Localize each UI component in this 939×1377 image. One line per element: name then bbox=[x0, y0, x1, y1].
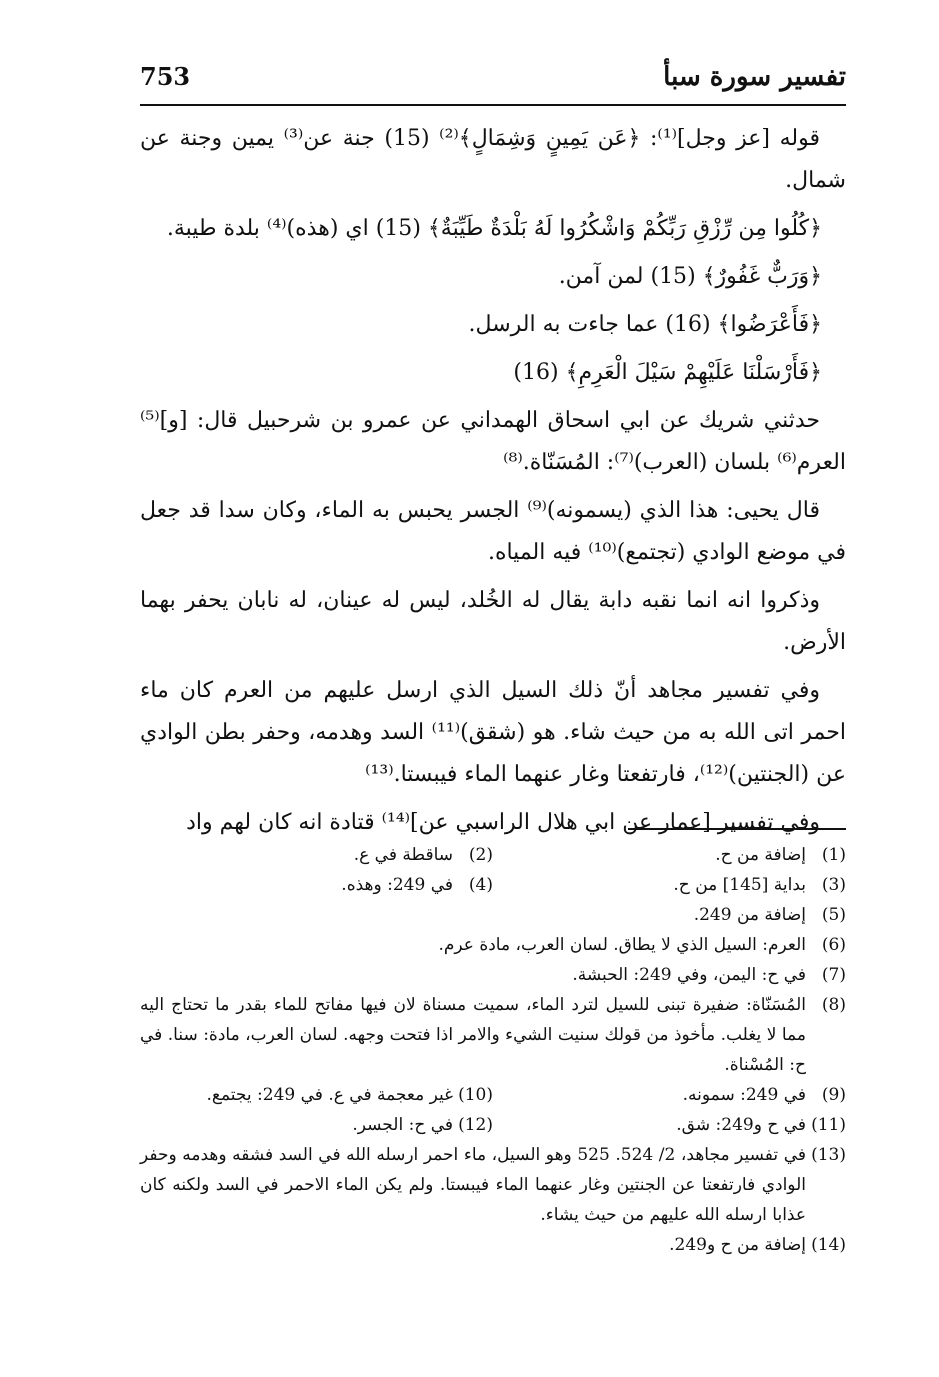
footnote-number: (10) bbox=[458, 1085, 493, 1105]
footnote-row bbox=[140, 1110, 846, 1140]
footnote bbox=[140, 930, 846, 960]
main-text bbox=[140, 118, 846, 850]
footnotes bbox=[140, 840, 846, 1260]
paragraph: وذكروا انه انما نقبه دابة يقال له الخُلد، ليس له عينان، له نابان يحفر بهما الأرض. bbox=[140, 588, 846, 655]
footnote-text: إضافة من ح و249. bbox=[669, 1235, 806, 1255]
footnote bbox=[140, 870, 493, 900]
paragraph: قال يحيى: هذا الذي (يسمونه)⁽⁹⁾ الجسر يحبس به الماء، وكان سدا قد جعل في موضع الوادي (تجتمع)⁽¹⁰⁾ فيه المياه. bbox=[140, 498, 846, 565]
footnote-text: المُسَنّاة: ضفيرة تبنى للسيل لترد الماء، سميت مسناة لان فيها مفاتح للماء بقدر ما تحتاج اليه مما لا يغلب. مأخوذ من قولك سنيت الشيء والامر اذا فتحت وجهه. لسان العرب، مادة: سنا. في ح: المُسْناة. bbox=[140, 995, 806, 1075]
footnote bbox=[140, 990, 846, 1080]
footnote-row bbox=[140, 840, 846, 870]
verse-line: ﴿كُلُوا مِن رِّزْقِ رَبِّكُمْ وَاشْكُرُوا لَهُ بَلْدَةٌ طَيِّبَةٌ﴾ (15) اي (هذه)⁽⁴⁾ بلدة طيبة. bbox=[166, 216, 822, 241]
verse-line: ﴿فَأَرْسَلْنَا عَلَيْهِمْ سَيْلَ الْعَرِمِ﴾ (16) bbox=[513, 360, 822, 385]
footnote bbox=[140, 1110, 493, 1140]
footnote-number: (9) bbox=[821, 1085, 846, 1105]
footnote-text: إضافة من ح. bbox=[715, 845, 806, 865]
running-title: تفسير سورة سبأ bbox=[663, 62, 846, 92]
paragraph: وفي تفسير مجاهد أنّ ذلك السيل الذي ارسل عليهم من العرم كان ماء احمر اتى الله به من حيث شاء. هو (شقق)⁽¹¹⁾ السد وهدمه، وحفر بطن الوادي عن (الجنتين)⁽¹²⁾، فارتفعتا وغار عنهما الماء فيبستا.⁽¹³⁾ bbox=[140, 678, 846, 787]
footnote-number: (4) bbox=[468, 875, 493, 895]
footnote-row bbox=[140, 870, 846, 900]
verse-line: ﴿فَأَعْرَضُوا﴾ (16) عما جاءت به الرسل. bbox=[468, 312, 822, 337]
paragraph: وفي تفسير [عمار عن ابي هلال الراسبي عن]⁽¹⁴⁾ قتادة انه كان لهم واد bbox=[186, 810, 820, 835]
footnote-text: في 249: وهذه. bbox=[341, 875, 453, 895]
page-header bbox=[140, 60, 846, 106]
footnote-row bbox=[140, 1080, 846, 1110]
footnote-text: بداية [145] من ح. bbox=[673, 875, 806, 895]
footnote-text: في ح: الجسر. bbox=[352, 1115, 453, 1135]
footnote-text: في تفسير مجاهد، 2/ 524. 525 وهو السيل، ماء احمر ارسله الله في السد فشقه وهدمه وحفر الوادي فارتفعتا عن الجنتين وغار عنهما الماء فيبستا. ولم يكن الماء الاحمر في السد ولكنه كان عذابا ارسله الله عليهم من حيث يشاء. bbox=[140, 1145, 806, 1225]
paragraph: حدثني شريك عن ابي اسحاق الهمداني عن عمرو بن شرحبيل قال: [و]⁽⁵⁾ العرم⁽⁶⁾ بلسان (العرب)⁽⁷⁾: المُسَنّاة.⁽⁸⁾ bbox=[140, 408, 846, 475]
footnote bbox=[140, 1230, 846, 1260]
footnote-number: (11) bbox=[811, 1115, 846, 1135]
footnote bbox=[140, 1140, 846, 1230]
footnote bbox=[493, 840, 846, 870]
page-number: 753 bbox=[140, 62, 191, 91]
verse-line: ﴿وَرَبٌّ غَفُورٌ﴾ (15) لمن آمن. bbox=[558, 264, 822, 289]
footnote-text: العرم: السيل الذي لا يطاق. لسان العرب، مادة عرم. bbox=[438, 935, 806, 955]
footnote bbox=[140, 1080, 493, 1110]
footnote-text: ساقطة في ع. bbox=[353, 845, 453, 865]
footnote-number: (2) bbox=[468, 845, 493, 865]
footnote-number: (5) bbox=[821, 905, 846, 925]
footnote-text: في ح و249: شق. bbox=[676, 1115, 806, 1135]
footnote bbox=[493, 870, 846, 900]
footnote bbox=[140, 840, 493, 870]
footnote-number: (7) bbox=[821, 965, 846, 985]
footnote bbox=[493, 1080, 846, 1110]
footnote-number: (14) bbox=[811, 1235, 846, 1255]
footnote bbox=[493, 1110, 846, 1140]
footnote-number: (13) bbox=[811, 1145, 846, 1165]
footnote-text: في ح: اليمن، وفي 249: الحبشة. bbox=[572, 965, 806, 985]
footnote-number: (6) bbox=[821, 935, 846, 955]
footnote-divider bbox=[628, 828, 846, 830]
paragraph: قوله [عز وجل]⁽¹⁾: ﴿عَن يَمِينٍ وَشِمَالٍ﴾⁽²⁾ (15) جنة عن⁽³⁾ يمين وجنة عن شمال. bbox=[140, 126, 846, 193]
footnote-number: (1) bbox=[821, 845, 846, 865]
footnote bbox=[140, 900, 846, 930]
footnote-number: (12) bbox=[458, 1115, 493, 1135]
footnote-text: في 249: سمونه. bbox=[682, 1085, 806, 1105]
footnote bbox=[140, 960, 846, 990]
footnote-number: (3) bbox=[821, 875, 846, 895]
footnote-number: (8) bbox=[821, 995, 846, 1015]
footnote-text: إضافة من 249. bbox=[693, 905, 806, 925]
footnote-text: غير معجمة في ع. في 249: يجتمع. bbox=[206, 1085, 453, 1105]
